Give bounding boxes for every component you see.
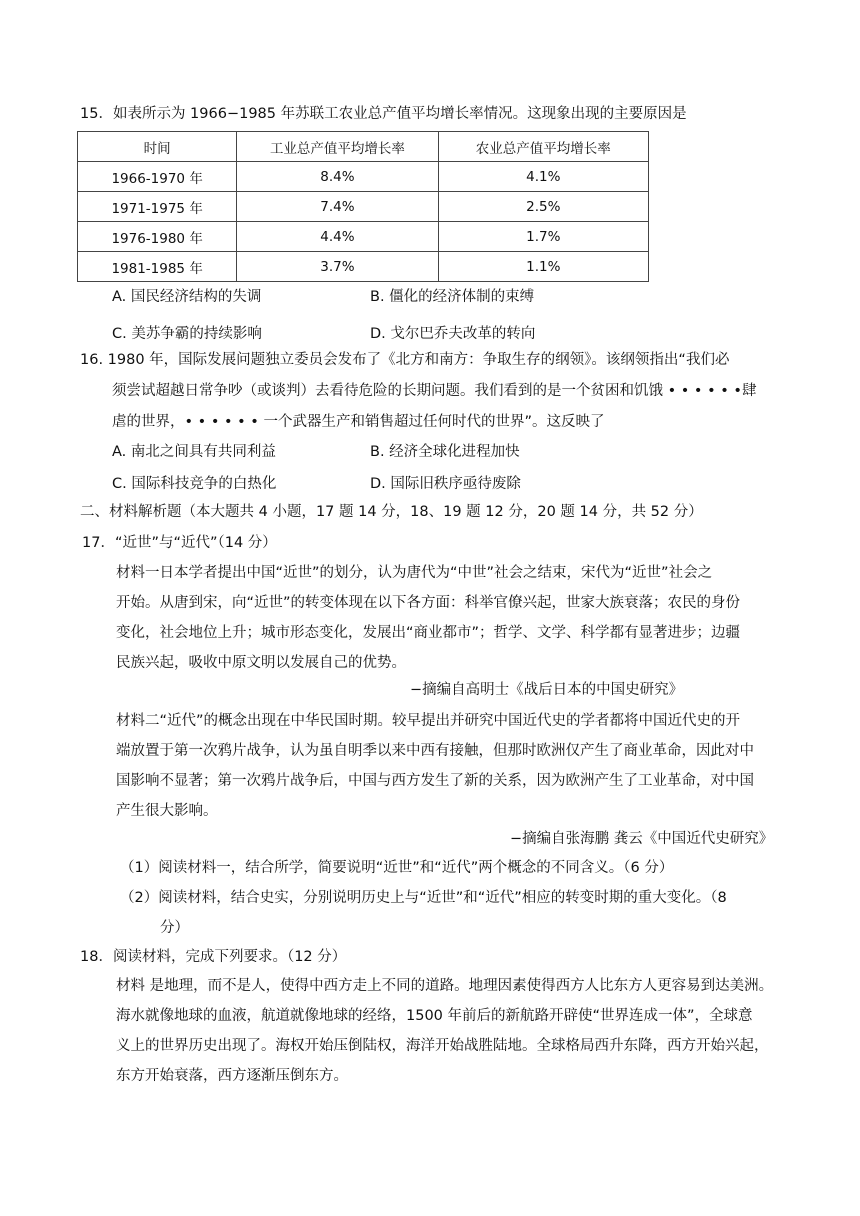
q15-option-c: C. 美苏争霸的持续影响 — [112, 326, 262, 342]
table-cell: 2.5% — [438, 192, 648, 222]
q16-option-d: D. 国际旧秩序亟待废除 — [370, 476, 521, 492]
q17-material-2-line: 国影响不显著；第一次鸦片战争后，中国与西方发生了新的关系，因为欧洲产生了工业革命，对中国 — [116, 773, 754, 789]
table-header-row — [78, 132, 649, 162]
growth-rate-table — [77, 131, 649, 282]
q17-material-1-line: 变化，社会地位上升；城市形态变化，发展出“商业都市”；哲学、文学、科学都有显著进步；边疆 — [116, 625, 741, 641]
q18-material-line: 材料 是地理，而不是人，使得中西方走上不同的道路。地理因素使得西方人比东方人更容易到达美洲。 — [116, 978, 774, 994]
question-16-line-3: 虐的世界，• • • • • • 一个武器生产和销售超过任何时代的世界”。这反映了 — [112, 414, 605, 430]
question-16-line-1: 16. 1980 年，国际发展问题独立委员会发布了《北方和南方：争取生存的纲领》。该纲领指出“我们必 — [80, 352, 730, 368]
table-cell: 1.7% — [438, 222, 648, 252]
table-cell: 4.4% — [237, 222, 438, 252]
q17-material-1-line: 开始。从唐到宋，向“近世”的转变体现在以下各方面：科举官僚兴起，世家大族衰落；农民的身份 — [116, 595, 741, 611]
q17-material-2-line: 材料二“近代”的概念出现在中华民国时期。较早提出并研究中国近代史的学者都将中国近代史的开 — [116, 713, 741, 729]
table-row — [78, 252, 649, 282]
table-cell: 1.1% — [438, 252, 648, 282]
table-cell: 1976-1980 年 — [78, 222, 237, 252]
table-header-cell: 工业总产值平均增长率 — [237, 132, 438, 162]
q15-option-b: B. 僵化的经济体制的束缚 — [370, 289, 535, 305]
table-cell: 1966-1970 年 — [78, 162, 237, 192]
q17-sub-question-2: （2）阅读材料，结合史实，分别说明历史上与“近世”和“近代”相应的转变时期的重大变化。（8 — [120, 890, 727, 906]
q18-material-line: 义上的世界历史出现了。海权开始压倒陆权，海洋开始战胜陆地。全球格局西升东降，西方开始兴起， — [116, 1038, 769, 1054]
q17-sub-question-2-cont: 分） — [160, 920, 189, 936]
question-15-stem: 15．如表所示为 1966−1985 年苏联工农业总产值平均增长率情况。这现象出现的主要原因是 — [80, 106, 687, 122]
question-18-title: 18．阅读材料，完成下列要求。（12 分） — [80, 949, 347, 965]
question-16-line-2: 须尝试超越日常争吵（或谈判）去看待危险的长期问题。我们看到的是一个贫困和饥饿 • • • • • •肆 — [112, 383, 757, 399]
table-row — [78, 192, 649, 222]
q15-option-a: A. 国民经济结构的失调 — [112, 289, 262, 305]
q16-option-b: B. 经济全球化进程加快 — [370, 444, 520, 460]
table-row — [78, 162, 649, 192]
q18-material-line: 海水就像地球的血液，航道就像地球的经络，1500 年前后的新航路开辟使“世界连成一体”，全球意 — [116, 1008, 753, 1024]
q16-option-a: A. 南北之间具有共同利益 — [112, 444, 276, 460]
q17-material-2-line: 端放置于第一次鸦片战争，认为虽自明季以来中西有接触，但那时欧洲仅产生了商业革命，因此对中 — [116, 743, 754, 759]
q17-material-1-line: 民族兴起，吸收中原文明以发展自己的优势。 — [116, 655, 406, 671]
q17-material-1-source: −摘编自高明士《战后日本的中国史研究》 — [410, 682, 684, 698]
section-2-heading: 二、材料解析题（本大题共 4 小题，17 题 14 分，18、19 题 12 分，20 题 14 分，共 52 分） — [80, 504, 703, 520]
table-cell: 4.1% — [438, 162, 648, 192]
table-header-cell: 农业总产值平均增长率 — [438, 132, 648, 162]
q17-sub-question-1: （1）阅读材料一，结合所学，简要说明“近世”和“近代”两个概念的不同含义。（6 分） — [120, 860, 674, 876]
q17-material-2-line: 产生很大影响。 — [116, 803, 218, 819]
question-17-title: 17．“近世”与“近代”（14 分） — [82, 535, 277, 551]
table-cell: 8.4% — [237, 162, 438, 192]
table-cell: 1981-1985 年 — [78, 252, 237, 282]
table-row — [78, 222, 649, 252]
table-cell: 1971-1975 年 — [78, 192, 237, 222]
q18-material-line: 东方开始衰落，西方逐渐压倒东方。 — [116, 1068, 348, 1084]
q17-material-2-source: −摘编自张海鹏 龚云《中国近代史研究》 — [510, 831, 774, 847]
q16-option-c: C. 国际科技竞争的白热化 — [112, 476, 277, 492]
table-header-cell: 时间 — [78, 132, 237, 162]
table-cell: 3.7% — [237, 252, 438, 282]
q17-material-1-line: 材料一日本学者提出中国“近世”的划分，认为唐代为“中世”社会之结束，宋代为“近世”社会之 — [116, 565, 713, 581]
q15-option-d: D. 戈尔巴乔夫改革的转向 — [370, 326, 536, 342]
table-cell: 7.4% — [237, 192, 438, 222]
